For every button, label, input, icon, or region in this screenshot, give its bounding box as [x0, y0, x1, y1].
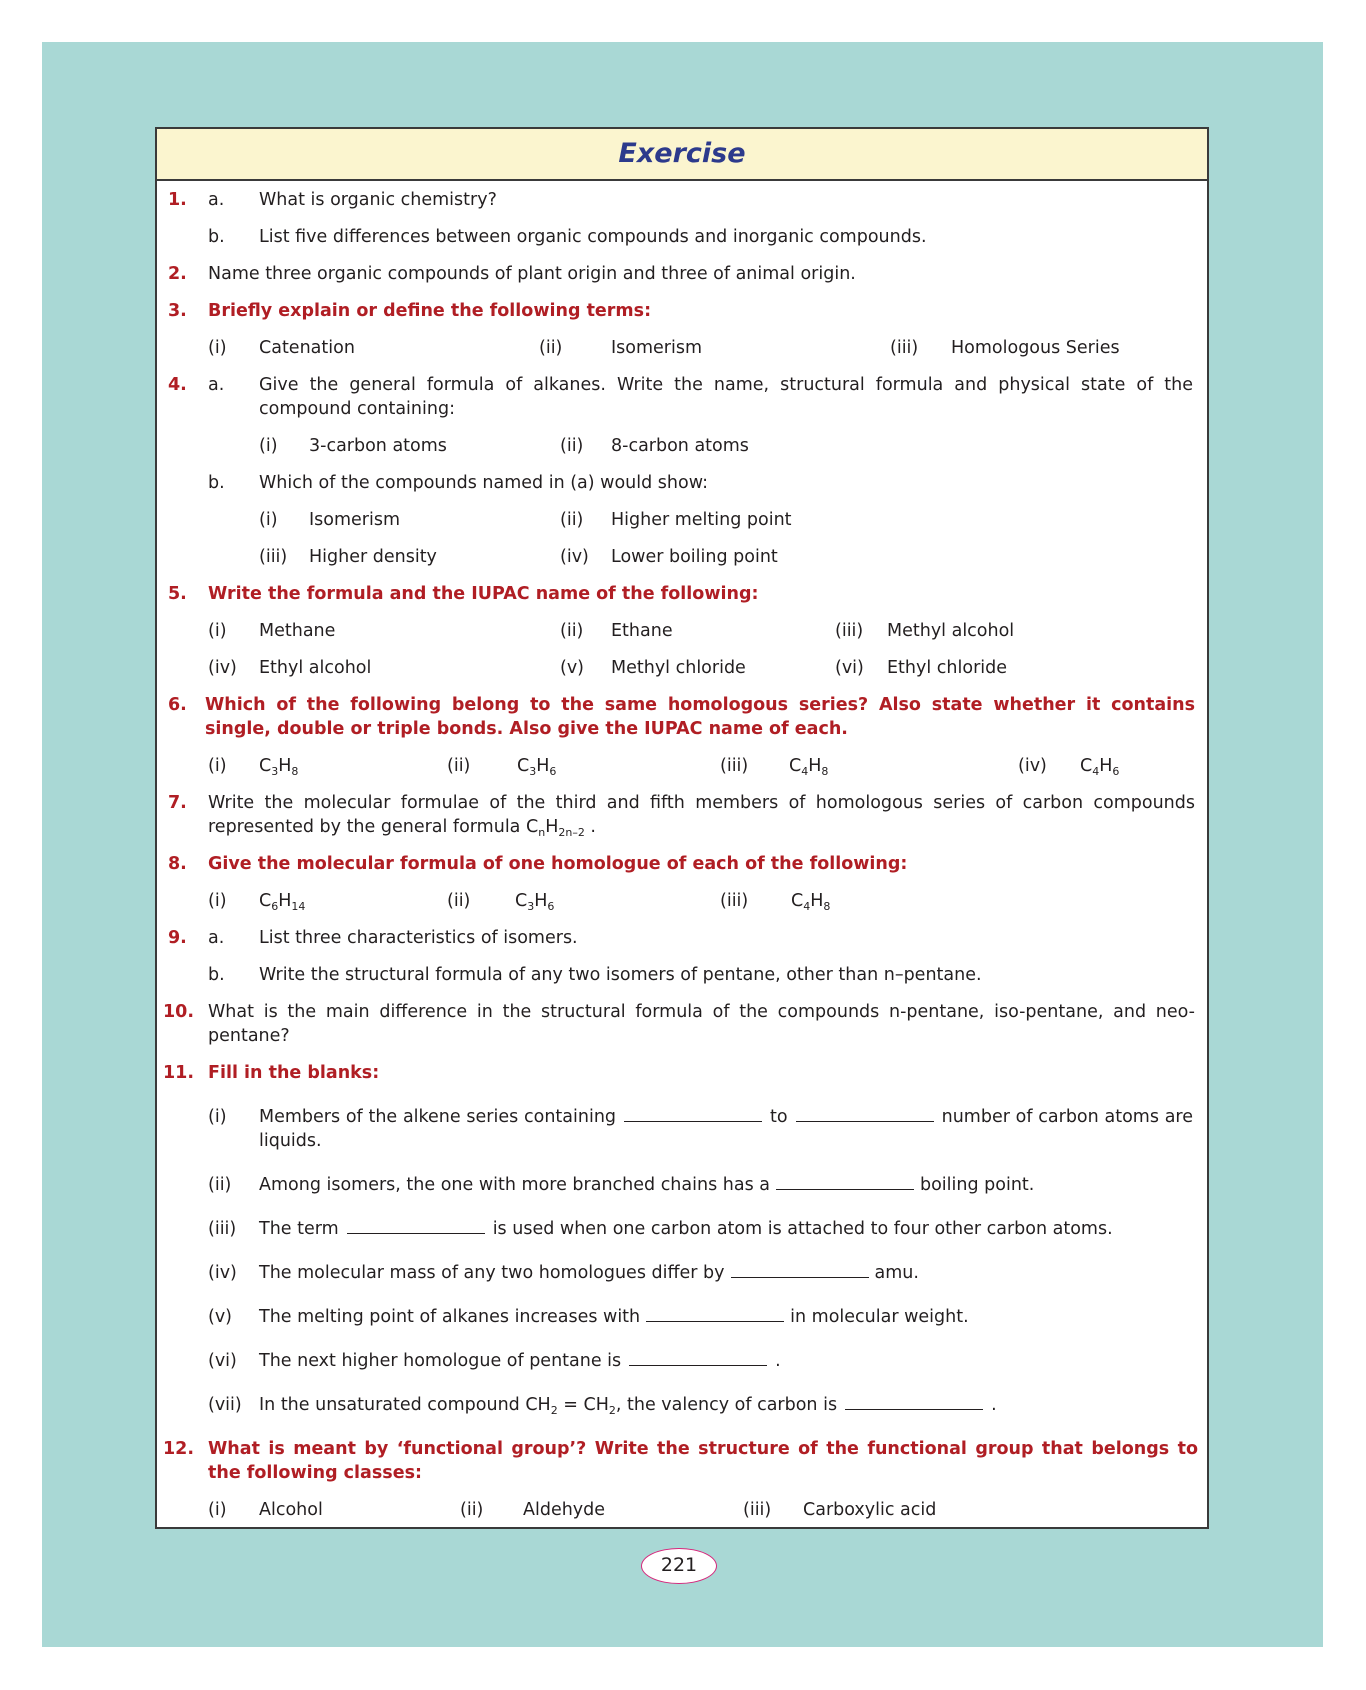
q9-number: 9. — [168, 928, 187, 948]
option-label: (i) — [208, 756, 227, 776]
option-label: (i) — [208, 621, 227, 641]
option-label: (i) — [259, 436, 278, 456]
exercise-box — [155, 127, 1209, 1529]
blank-item-label: (iv) — [208, 1263, 237, 1283]
option-text: 3-carbon atoms — [309, 436, 447, 456]
q5-text: Write the formula and the IUPAC name of the following: — [208, 584, 759, 604]
option-text: Methyl alcohol — [887, 621, 1015, 641]
option-text: Lower boiling point — [611, 547, 778, 567]
option-text: Catenation — [259, 338, 355, 358]
q2-number: 2. — [168, 264, 187, 284]
q4-a-text: Give the general formula of alkanes. Write the name, structural formula and physical state of the compound containing: — [259, 375, 1193, 419]
formula-c4h8: $C_4H_8$ — [791, 891, 831, 913]
q3-number: 3. — [168, 301, 187, 321]
option-label: (iv) — [560, 547, 589, 567]
option-label: (ii) — [460, 1500, 484, 1520]
q4-a-label: a. — [208, 375, 225, 395]
exercise-header — [157, 129, 1207, 181]
option-text: Isomerism — [611, 338, 703, 358]
q4-b-text: Which of the compounds named in (a) would show: — [259, 473, 708, 493]
formula-c3h8: $C_3H_8$ — [259, 756, 299, 778]
option-label: (vi) — [835, 658, 864, 678]
q1-b-label: b. — [208, 227, 225, 247]
option-label: (iii) — [259, 547, 288, 567]
option-text: Alcohol — [259, 1500, 323, 1520]
option-label: (iii) — [743, 1500, 772, 1520]
blank-item-vii: In the unsaturated compound $CH_2 = CH_2$, the valency of carbon is . — [259, 1395, 997, 1417]
option-label: (ii) — [447, 891, 471, 911]
option-label: (i) — [208, 891, 227, 911]
option-text: Ethyl alcohol — [259, 658, 372, 678]
option-text: 8-carbon atoms — [611, 436, 749, 456]
q7-text: Write the molecular formulae of the third and fifth members of homologous series of carbon compounds represented by the general formula $C_nH_{2n-2}$ . — [208, 793, 1195, 839]
q9-b-text: Write the structural formula of any two isomers of pentane, other than n–pentane. — [259, 965, 982, 985]
option-label: (iii) — [835, 621, 864, 641]
blank-item-label: (v) — [208, 1307, 233, 1327]
option-text: Homologous Series — [951, 338, 1120, 358]
q7-number: 7. — [168, 793, 187, 813]
option-text: Ethyl chloride — [887, 658, 1008, 678]
formula-c3h6: $C_3H_6$ — [517, 756, 557, 778]
option-text: Carboxylic acid — [803, 1500, 937, 1520]
blank-line[interactable] — [776, 1174, 914, 1190]
option-text: Higher density — [309, 547, 437, 567]
q4-number: 4. — [168, 375, 187, 395]
formula-c4h8: $C_4H_8$ — [789, 756, 829, 778]
option-label: (iii) — [720, 756, 749, 776]
blank-item-label: (iii) — [208, 1219, 237, 1239]
q11-number: 11. — [163, 1063, 195, 1083]
option-label: (iv) — [208, 658, 237, 678]
blank-item-i: Members of the alkene series containing to number of carbon atoms are liquids. — [259, 1107, 1193, 1151]
blank-item-v: The melting point of alkanes increases with in molecular weight. — [259, 1307, 969, 1327]
blank-item-label: (i) — [208, 1107, 227, 1127]
option-text: Ethane — [611, 621, 673, 641]
option-label: (ii) — [560, 436, 584, 456]
option-label: (ii) — [560, 621, 584, 641]
option-text: Isomerism — [309, 510, 401, 530]
blank-line[interactable] — [624, 1106, 762, 1122]
q1-a-text: What is organic chemistry? — [259, 190, 497, 210]
blank-item-label: (ii) — [208, 1175, 232, 1195]
option-label: (iii) — [720, 891, 749, 911]
blank-item-iii: The term is used when one carbon atom is attached to four other carbon atoms. — [259, 1219, 1113, 1239]
option-label: (iv) — [1018, 756, 1047, 776]
blank-item-iv: The molecular mass of any two homologues differ by amu. — [259, 1263, 919, 1283]
blank-item-label: (vii) — [208, 1395, 242, 1415]
q1-a-label: a. — [208, 190, 225, 210]
blank-item-label: (vi) — [208, 1351, 237, 1371]
blank-line[interactable] — [646, 1306, 784, 1322]
option-text: Higher melting point — [611, 510, 792, 530]
page-number: 221 — [641, 1548, 717, 1584]
q11-text: Fill in the blanks: — [208, 1063, 380, 1083]
q1-b-text: List five differences between organic compounds and inorganic compounds. — [259, 227, 927, 247]
blank-item-vi: The next higher homologue of pentane is . — [259, 1351, 781, 1371]
q9-a-text: List three characteristics of isomers. — [259, 928, 578, 948]
option-label: (iii) — [890, 338, 919, 358]
q2-text: Name three organic compounds of plant origin and three of animal origin. — [208, 264, 856, 284]
q9-b-label: b. — [208, 965, 225, 985]
option-text: Aldehyde — [523, 1500, 606, 1520]
option-label: (ii) — [560, 510, 584, 530]
formula-c6h14: $C_6H_{14}$ — [259, 891, 306, 913]
option-label: (ii) — [539, 338, 563, 358]
formula-c3h6: $C_3H_6$ — [515, 891, 555, 913]
q12-text: What is meant by ‘functional group’? Write the structure of the functional group that belongs to the following classes: — [208, 1439, 1198, 1483]
formula-c4h6: $C_4H_6$ — [1080, 756, 1120, 778]
q4-b-label: b. — [208, 473, 225, 493]
blank-line[interactable] — [845, 1394, 983, 1410]
option-label: (v) — [560, 658, 585, 678]
blank-line[interactable] — [731, 1262, 869, 1278]
option-label: (i) — [208, 338, 227, 358]
q1-number: 1. — [168, 190, 187, 210]
q3-text: Briefly explain or define the following terms: — [208, 301, 652, 321]
blank-line[interactable] — [347, 1218, 485, 1234]
exercise-title: Exercise — [618, 138, 746, 169]
q10-number: 10. — [163, 1002, 195, 1022]
q9-a-label: a. — [208, 928, 225, 948]
option-label: (ii) — [447, 756, 471, 776]
q6-text: Which of the following belong to the same homologous series? Also state whether it contains single, double or triple bonds. Also give the IUPAC name of each. — [205, 695, 1195, 739]
blank-line[interactable] — [629, 1350, 767, 1366]
option-label: (i) — [208, 1500, 227, 1520]
q8-number: 8. — [168, 854, 187, 874]
q6-number: 6. — [168, 695, 187, 715]
q8-text: Give the molecular formula of one homologue of each of the following: — [208, 854, 908, 874]
q10-text: What is the main difference in the structural formula of the compounds n-pentane, iso-pentane, and neo-pentane? — [208, 1002, 1195, 1046]
option-label: (i) — [259, 510, 278, 530]
q12-number: 12. — [163, 1439, 195, 1459]
option-text: Methyl chloride — [611, 658, 746, 678]
blank-line[interactable] — [796, 1106, 934, 1122]
option-text: Methane — [259, 621, 336, 641]
blank-item-ii: Among isomers, the one with more branched chains has a boiling point. — [259, 1175, 1035, 1195]
q5-number: 5. — [168, 584, 187, 604]
